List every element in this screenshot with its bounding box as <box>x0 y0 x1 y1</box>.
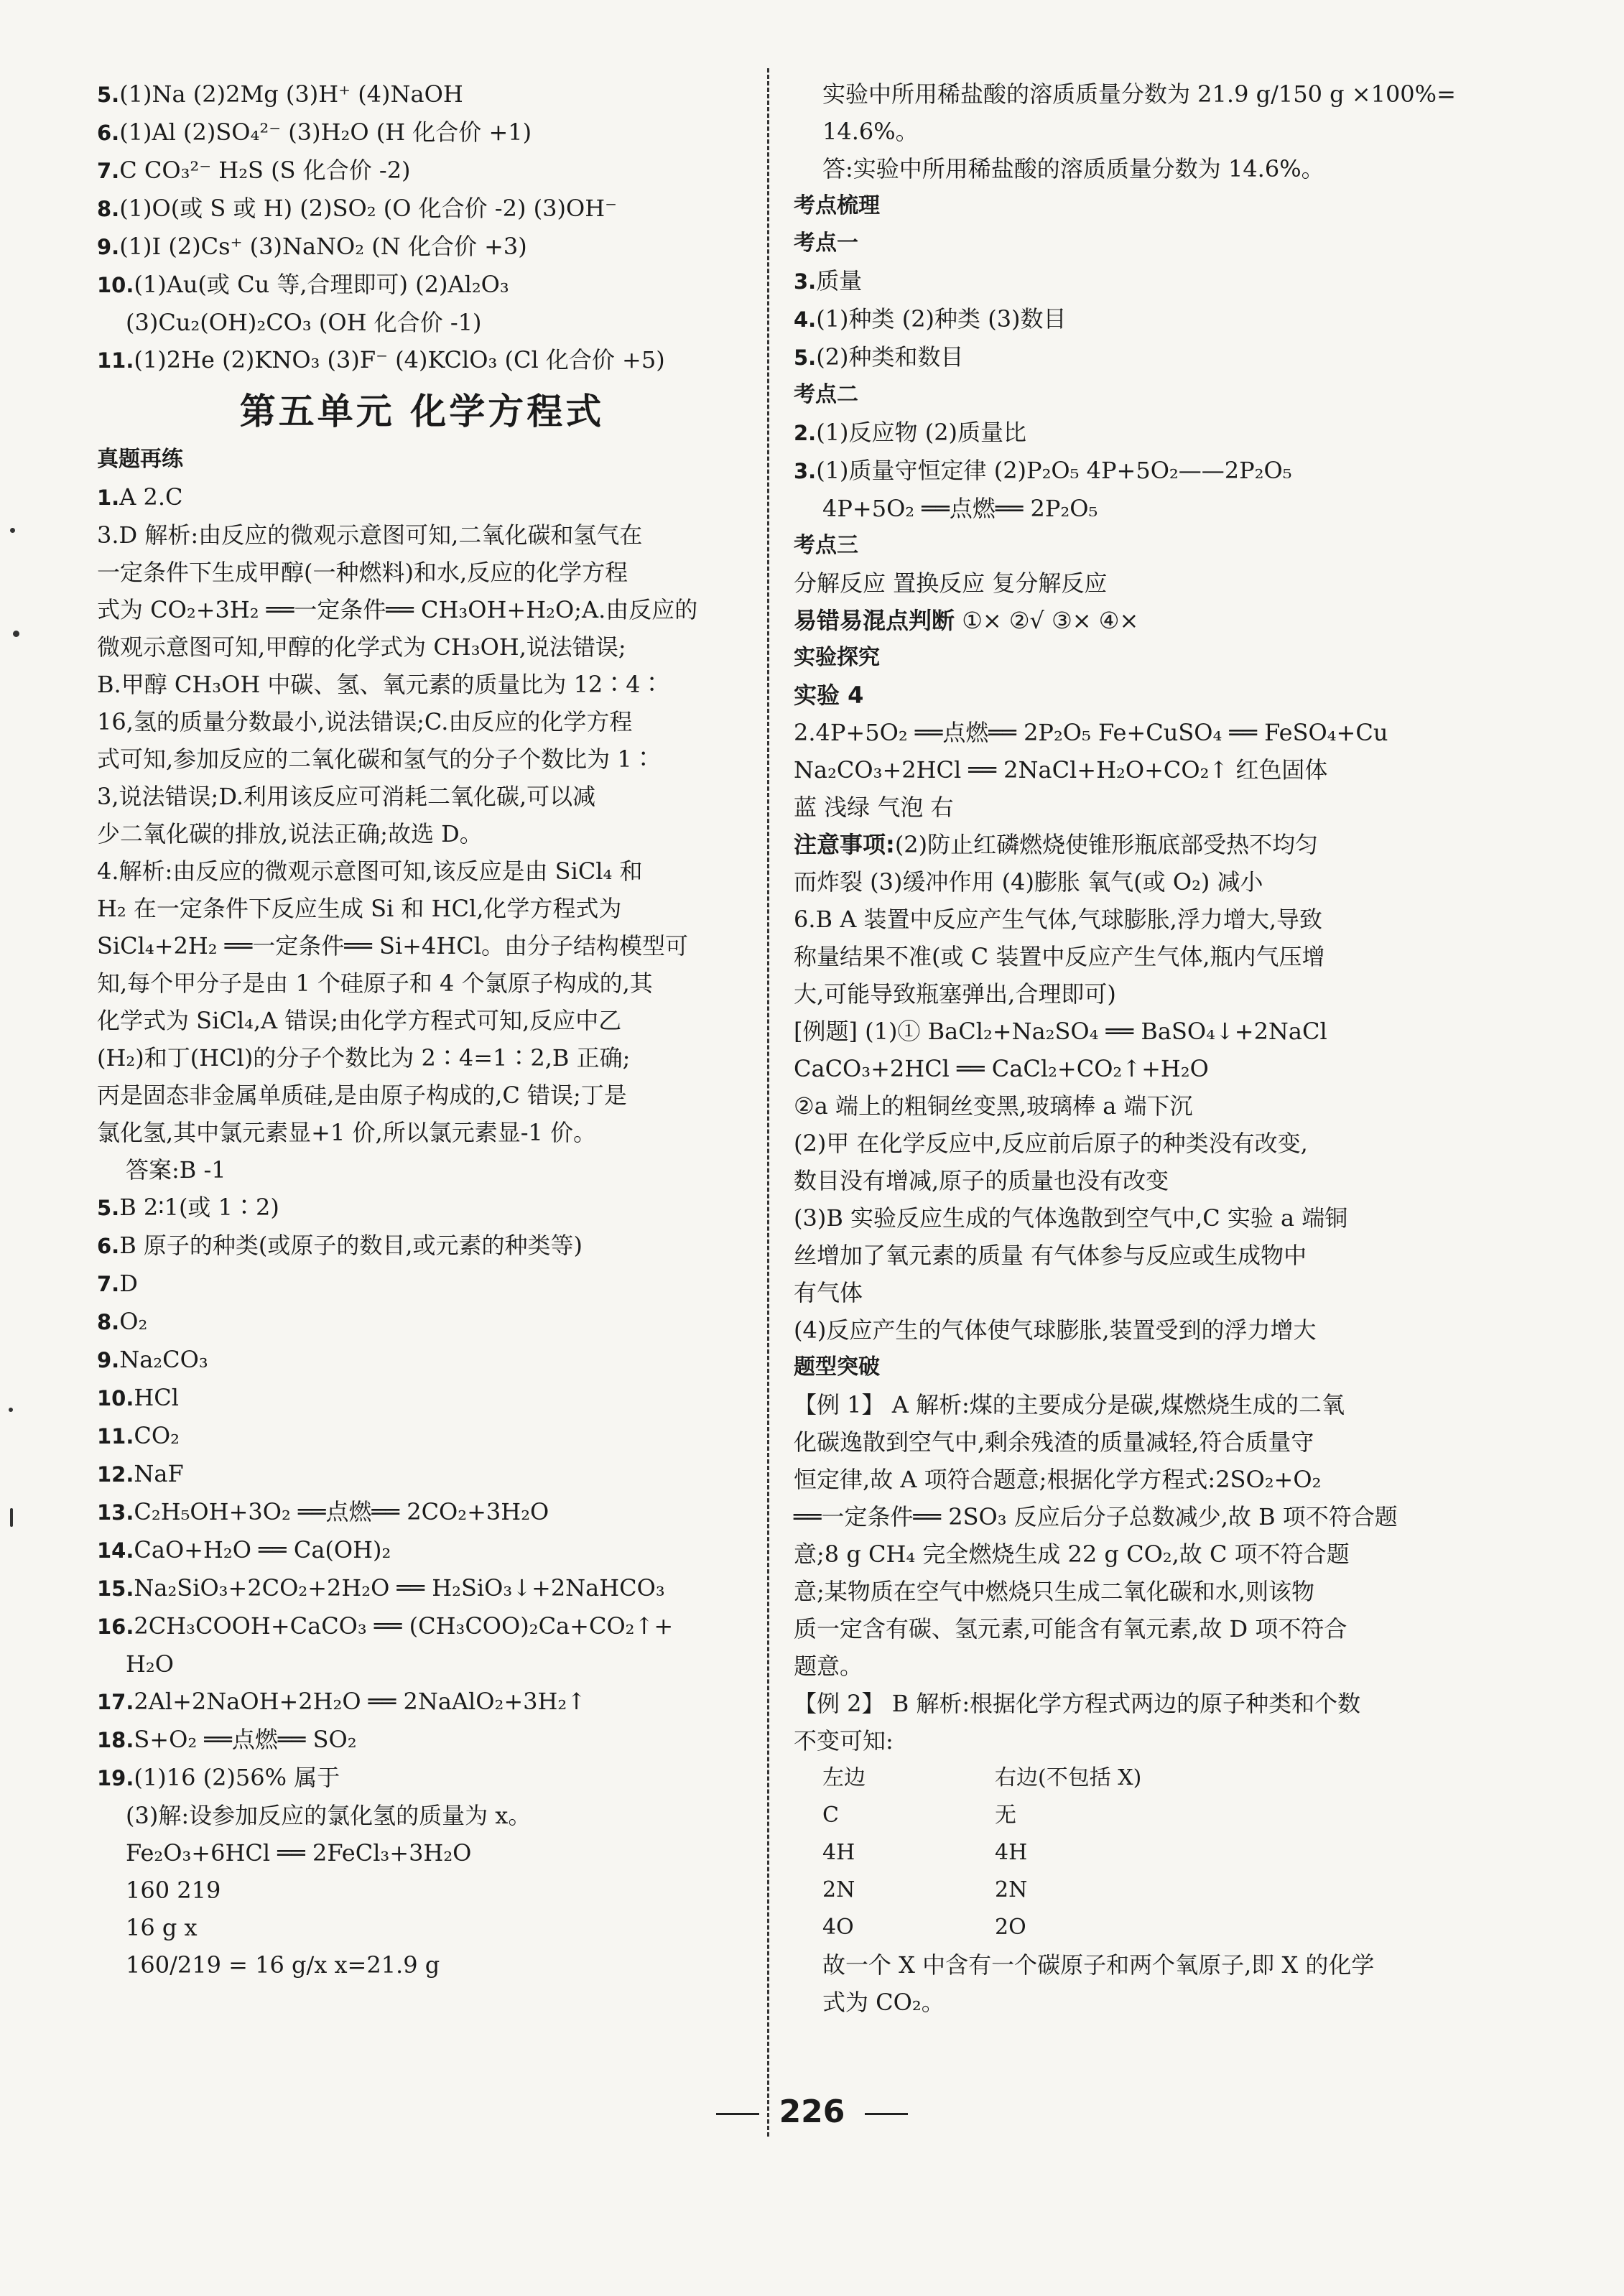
kd1-text: (1)种类 (2)种类 (3)数目 <box>816 305 1067 333</box>
answer-number: 13. <box>97 1500 134 1525</box>
answer-number: 5. <box>97 1196 120 1220</box>
answer-text: (1)O(或 S 或 H) (2)SO₂ (O 化合价 -2) (3)OH⁻ <box>119 195 617 222</box>
scan-speck <box>10 1508 13 1527</box>
q19-line: 160/219 = 16 g/x x=21.9 g <box>126 1951 440 1979</box>
answers-unit4 <box>97 75 747 379</box>
answer-text: H₂O <box>126 1650 174 1678</box>
answer-number: 11. <box>97 348 134 373</box>
exp-line: 2.4P+5O₂ ══点燃══ 2P₂O₅ Fe+CuSO₄ ══ FeSO₄+Cu <box>794 719 1388 746</box>
calc-line: 实验中所用稀盐酸的溶质质量分数为 21.9 g/150 g ×100%= <box>822 80 1456 108</box>
answer-item <box>97 1607 747 1645</box>
kd1-number: 3. <box>794 269 817 294</box>
example2-line: 【例 2】 B 解析:根据化学方程式两边的原子种类和个数 <box>794 1690 1361 1717</box>
answers-5-19 <box>97 1189 747 1797</box>
page-dash-left <box>716 2113 759 2115</box>
scan-speck <box>10 528 15 533</box>
answer-text: HCl <box>134 1384 179 1411</box>
q3-line: 3.D 解析:由反应的微观示意图可知,二氧化碳和氢气在 <box>97 521 643 549</box>
answer-number: 8. <box>97 1310 120 1334</box>
kaodian-1-list <box>794 262 1451 376</box>
kd2-text: (1)反应物 (2)质量比 <box>816 419 1027 446</box>
yicuo-label: 易错易混点判断 <box>794 607 955 634</box>
answer-text: B 原子的种类(或原子的数目,或元素的种类等) <box>119 1232 583 1259</box>
notes <box>794 826 1451 1013</box>
answer-number: 10. <box>97 1386 134 1410</box>
kd1-number: 5. <box>794 345 817 370</box>
answer-item <box>97 1759 747 1797</box>
exp-title: 实验探究 <box>794 645 880 670</box>
answer-number: 6. <box>97 1234 120 1258</box>
answer-text: B 2∶1(或 1∶2) <box>119 1194 279 1221</box>
q19-line: 16 g x <box>126 1914 198 1941</box>
answer-number: 18. <box>97 1728 134 1752</box>
question-4-answer: 答案:B -1 <box>126 1156 226 1184</box>
exp-lines <box>794 714 1451 826</box>
example2-end-line: 故一个 X 中含有一个碳原子和两个氧原子,即 X 的化学 <box>822 1951 1375 1979</box>
kd1-item <box>794 262 1451 300</box>
kd2-item <box>794 490 1451 527</box>
note-line: 6.B A 装置中反应产生气体,气球膨胀,浮力增大,导致 <box>794 906 1323 933</box>
q3-line: 式可知,参加反应的二氧化碳和氢气的分子个数比为 1∶ <box>97 745 655 773</box>
q3-line: 一定条件下生成甲醇(一种燃料)和水,反应的化学方程 <box>97 559 628 586</box>
answer-number: 11. <box>97 1424 134 1449</box>
q4-line: 化学式为 SiCl₄,A 错误;由化学方程式可知,反应中乙 <box>97 1007 622 1034</box>
q3-line: 式为 CO₂+3H₂ ══一定条件══ CH₃OH+H₂O;A.由反应的 <box>97 596 698 623</box>
answer-item <box>97 1189 747 1227</box>
exp-line: 蓝 浅绿 气泡 右 <box>794 794 954 821</box>
example <box>794 1013 1451 1349</box>
answer-item <box>97 1227 747 1265</box>
example1-line: 意;8 g CH₄ 完全燃烧生成 22 g CO₂,故 C 项不符合题 <box>794 1540 1350 1568</box>
unit-title: 第五单元 化学方程式 <box>239 391 605 432</box>
answer-text: NaF <box>134 1460 184 1487</box>
kd2-item <box>794 452 1451 490</box>
note-line: 大,可能导致瓶塞弹出,合理即可) <box>794 980 1116 1008</box>
answer-item <box>97 1531 747 1569</box>
table-header <box>794 1760 1451 1797</box>
example-line: (4)反应产生的气体使气球膨胀,装置受到的浮力增大 <box>794 1316 1317 1344</box>
answer-text: D <box>119 1270 138 1297</box>
answers-1-2 <box>97 478 747 516</box>
left-column <box>97 75 747 1984</box>
answer-text: (3)Cu₂(OH)₂CO₃ (OH 化合价 -1) <box>126 309 482 336</box>
right-column <box>794 75 1456 2021</box>
answer-item <box>97 1569 747 1607</box>
q19-line: 160 219 <box>126 1877 221 1904</box>
q3-line: B.甲醇 CH₃OH 中碳、氢、氧元素的质量比为 12∶4∶ <box>97 671 664 698</box>
kaodian-3-line: 分解反应 置换反应 复分解反应 <box>794 570 1108 597</box>
scan-speck <box>13 631 19 637</box>
kaodian-3: 考点三 <box>794 533 858 558</box>
answer-item <box>97 1265 747 1303</box>
table-cell-left: 2N <box>822 1877 855 1902</box>
kd2-item <box>794 414 1451 452</box>
table-cell-left: C <box>822 1803 839 1828</box>
note-line: 称量结果不准(或 C 装置中反应产生气体,瓶内气压增 <box>794 943 1325 970</box>
answer-text: (1)Na (2)2Mg (3)H⁺ (4)NaOH <box>119 80 463 108</box>
answer-item <box>97 1493 747 1531</box>
answer-number: 9. <box>97 1348 120 1372</box>
kd2-text: (1)质量守恒定律 (2)P₂O₅ 4P+5O₂——2P₂O₅ <box>816 457 1292 484</box>
answer-text: 2Al+2NaOH+2H₂O ══ 2NaAlO₂+3H₂↑ <box>134 1688 587 1715</box>
answer-item <box>97 228 747 266</box>
q3-line: 3,说法错误;D.利用该反应可消耗二氧化碳,可以减 <box>97 783 596 810</box>
note-line: 而炸裂 (3)缓冲作用 (4)膨胀 氧气(或 O₂) 减小 <box>794 868 1263 896</box>
answer-item <box>97 190 747 228</box>
q4-line: 丙是固态非金属单质硅,是由原子构成的,C 错误;丁是 <box>97 1082 627 1109</box>
table-row <box>794 1834 1451 1872</box>
yicuo-line <box>794 602 1451 639</box>
answer-number: 7. <box>97 159 120 183</box>
answer-text: (1)2He (2)KNO₃ (3)F⁻ (4)KClO₃ (Cl 化合价 +5) <box>134 346 665 373</box>
answer-text: A 2.C <box>119 483 183 511</box>
answer-item <box>97 304 747 341</box>
table-cell-right: 2N <box>995 1877 1028 1902</box>
example-line: [例题] (1)① BaCl₂+Na₂SO₄ ══ BaSO₄↓+2NaCl <box>794 1018 1327 1045</box>
note-line <box>794 826 1451 863</box>
example-2 <box>794 1685 1451 1760</box>
kd2-number: 3. <box>794 459 817 483</box>
answer-item <box>97 75 747 113</box>
example-line: 有气体 <box>794 1279 863 1306</box>
calc-line: 答:实验中所用稀盐酸的溶质质量分数为 14.6%。 <box>822 155 1324 182</box>
table-cell-left: 4O <box>822 1915 854 1940</box>
q3-line: 微观示意图可知,甲醇的化学式为 CH₃OH,说法错误; <box>97 633 626 661</box>
example1-line: 题意。 <box>794 1653 863 1680</box>
example-1 <box>794 1386 1451 1685</box>
q3-line: 16,氢的质量分数最小,说法错误;C.由反应的化学方程 <box>97 708 633 735</box>
atom-table <box>794 1760 1451 1946</box>
kd1-item <box>794 338 1451 376</box>
kd1-number: 4. <box>794 307 817 332</box>
kaodian-2-list <box>794 414 1451 527</box>
answer-text: S+O₂ ══点燃══ SO₂ <box>134 1726 357 1753</box>
answer-text: Na₂SiO₃+2CO₂+2H₂O ══ H₂SiO₃↓+2NaHCO₃ <box>134 1574 665 1602</box>
note-label: 注意事项: <box>794 831 895 858</box>
table-row <box>794 1797 1451 1834</box>
answer-number: 15. <box>97 1576 134 1601</box>
example-line: (3)B 实验反应生成的气体逸散到空气中,C 实验 a 端铜 <box>794 1204 1348 1232</box>
answer-item <box>97 152 747 190</box>
answer-number: 1. <box>97 485 120 510</box>
answer-item <box>97 1721 747 1759</box>
answer-item <box>97 341 747 379</box>
question-3 <box>97 516 747 852</box>
page-number <box>0 2093 1624 2130</box>
q4-line: (H₂)和丁(HCl)的分子个数比为 2∶4=1∶2,B 正确; <box>97 1044 631 1072</box>
answer-item <box>97 478 747 516</box>
answer-item <box>97 1379 747 1417</box>
kaodian-1: 考点一 <box>794 231 858 256</box>
table-head-right: 右边(不包括 X) <box>995 1765 1142 1790</box>
answer-number: 5. <box>97 83 120 107</box>
answer-text: CaO+H₂O ══ Ca(OH)₂ <box>134 1536 391 1563</box>
kaodian-2: 考点二 <box>794 382 858 407</box>
example1-line: ══一定条件══ 2SO₃ 反应后分子总数减少,故 B 项不符合题 <box>794 1503 1398 1530</box>
answer-item <box>97 1455 747 1493</box>
kd1-item <box>794 300 1451 338</box>
table-cell-right: 4H <box>995 1840 1028 1865</box>
answer-item <box>97 1645 747 1683</box>
answer-text: CO₂ <box>134 1422 180 1449</box>
q4-line: H₂ 在一定条件下反应生成 Si 和 HCl,化学方程式为 <box>97 895 622 922</box>
answer-item <box>97 1303 747 1341</box>
table-cell-right: 无 <box>995 1803 1016 1828</box>
answer-text: (1)Al (2)SO₄²⁻ (3)H₂O (H 化合价 +1) <box>119 118 532 146</box>
section-zhenti: 真题再练 <box>97 447 183 472</box>
page-dash-right <box>865 2113 908 2115</box>
answer-number: 6. <box>97 121 120 145</box>
column-divider <box>767 68 769 2137</box>
table-cell-right: 2O <box>995 1915 1026 1940</box>
q4-line: 4.解析:由反应的微观示意图可知,该反应是由 SiCl₄ 和 <box>97 857 643 885</box>
answer-text: C₂H₅OH+3O₂ ══点燃══ 2CO₂+3H₂O <box>134 1498 549 1525</box>
answer-text: (1)16 (2)56% 属于 <box>134 1764 340 1791</box>
example-line: (2)甲 在化学反应中,反应前后原子的种类没有改变, <box>794 1130 1308 1157</box>
example2-line: 不变可知: <box>794 1727 894 1754</box>
answer-item <box>97 113 747 152</box>
kd2-number: 2. <box>794 421 817 445</box>
page-number-text: 226 <box>779 2093 845 2130</box>
answer-number: 17. <box>97 1690 134 1714</box>
calc-line: 14.6%。 <box>822 118 919 145</box>
answer-item <box>97 1417 747 1455</box>
note-text: (2)防止红磷燃烧使锥形瓶底部受热不均匀 <box>894 831 1319 858</box>
example-line: CaCO₃+2HCl ══ CaCl₂+CO₂↑+H₂O <box>794 1055 1209 1082</box>
answer-number: 7. <box>97 1272 120 1296</box>
answer-text: Na₂CO₃ <box>119 1346 208 1373</box>
answer-text: (1)I (2)Cs⁺ (3)NaNO₂ (N 化合价 +3) <box>119 233 527 260</box>
example1-line: 【例 1】 A 解析:煤的主要成分是碳,煤燃烧生成的二氧 <box>794 1391 1345 1418</box>
q19-line: (3)解:设参加反应的氯化氢的质量为 x。 <box>126 1802 532 1829</box>
exp-line: Na₂CO₃+2HCl ══ 2NaCl+H₂O+CO₂↑ 红色固体 <box>794 756 1328 784</box>
example-line: ②a 端上的粗铜丝变黑,玻璃棒 a 端下沉 <box>794 1092 1193 1120</box>
q4-line: SiCl₄+2H₂ ══一定条件══ Si+4HCl。由分子结构模型可 <box>97 932 688 959</box>
answer-number: 19. <box>97 1766 134 1790</box>
example-2-conclusion <box>794 1946 1451 2021</box>
answer-number: 14. <box>97 1538 134 1563</box>
table-head-left: 左边 <box>822 1765 866 1790</box>
q19-line: Fe₂O₃+6HCl ══ 2FeCl₃+3H₂O <box>126 1839 472 1867</box>
calc-result <box>794 75 1456 187</box>
answer-number: 12. <box>97 1462 134 1487</box>
question-19-solution <box>97 1797 747 1984</box>
scan-speck <box>9 1408 13 1412</box>
table-row <box>794 1872 1451 1909</box>
answer-number: 9. <box>97 235 120 259</box>
answer-text: (1)Au(或 Cu 等,合理即可) (2)Al₂O₃ <box>134 271 509 298</box>
example2-end-line: 式为 CO₂。 <box>822 1989 945 2016</box>
kd1-text: (2)种类和数目 <box>816 343 964 371</box>
tixing-title: 题型突破 <box>794 1354 880 1380</box>
yicuo-text: ①× ②√ ③× ④× <box>962 607 1139 634</box>
example1-line: 质一定含有碳、氢元素,可能含有氧元素,故 D 项不符合 <box>794 1615 1347 1642</box>
question-4 <box>97 852 747 1151</box>
answer-item <box>97 266 747 304</box>
answer-text: C CO₃²⁻ H₂S (S 化合价 -2) <box>119 157 411 184</box>
example1-line: 化碳逸散到空气中,剩余残渣的质量减轻,符合质量守 <box>794 1428 1314 1456</box>
kaodian-title: 考点梳理 <box>794 193 880 218</box>
example1-line: 意;某物质在空气中燃烧只生成二氧化碳和水,则该物 <box>794 1578 1314 1605</box>
q3-line: 少二氧化碳的排放,说法正确;故选 D。 <box>97 820 483 847</box>
table-cell-left: 4H <box>822 1840 855 1865</box>
answer-number: 16. <box>97 1614 134 1639</box>
kd2-text: 4P+5O₂ ══点燃══ 2P₂O₅ <box>822 495 1098 522</box>
exp-sub: 实验 4 <box>794 682 864 709</box>
answer-text: O₂ <box>119 1308 148 1335</box>
answer-item <box>97 1341 747 1379</box>
q4-line: 氯化氢,其中氯元素显+1 价,所以氯元素显-1 价。 <box>97 1119 597 1146</box>
kd1-text: 质量 <box>816 267 863 294</box>
answer-number: 8. <box>97 197 120 221</box>
example1-line: 恒定律,故 A 项符合题意;根据化学方程式:2SO₂+O₂ <box>794 1466 1322 1493</box>
answer-text: 2CH₃COOH+CaCO₃ ══ (CH₃COO)₂Ca+CO₂↑+ <box>134 1612 674 1640</box>
table-row <box>794 1909 1451 1946</box>
answer-item <box>97 1683 747 1721</box>
q4-line: 知,每个甲分子是由 1 个硅原子和 4 个氯原子构成的,其 <box>97 970 653 997</box>
answer-number: 10. <box>97 273 134 297</box>
example-line: 丝增加了氧元素的质量 有气体参与反应或生成物中 <box>794 1242 1307 1269</box>
example-line: 数目没有增减,原子的质量也没有改变 <box>794 1167 1169 1194</box>
